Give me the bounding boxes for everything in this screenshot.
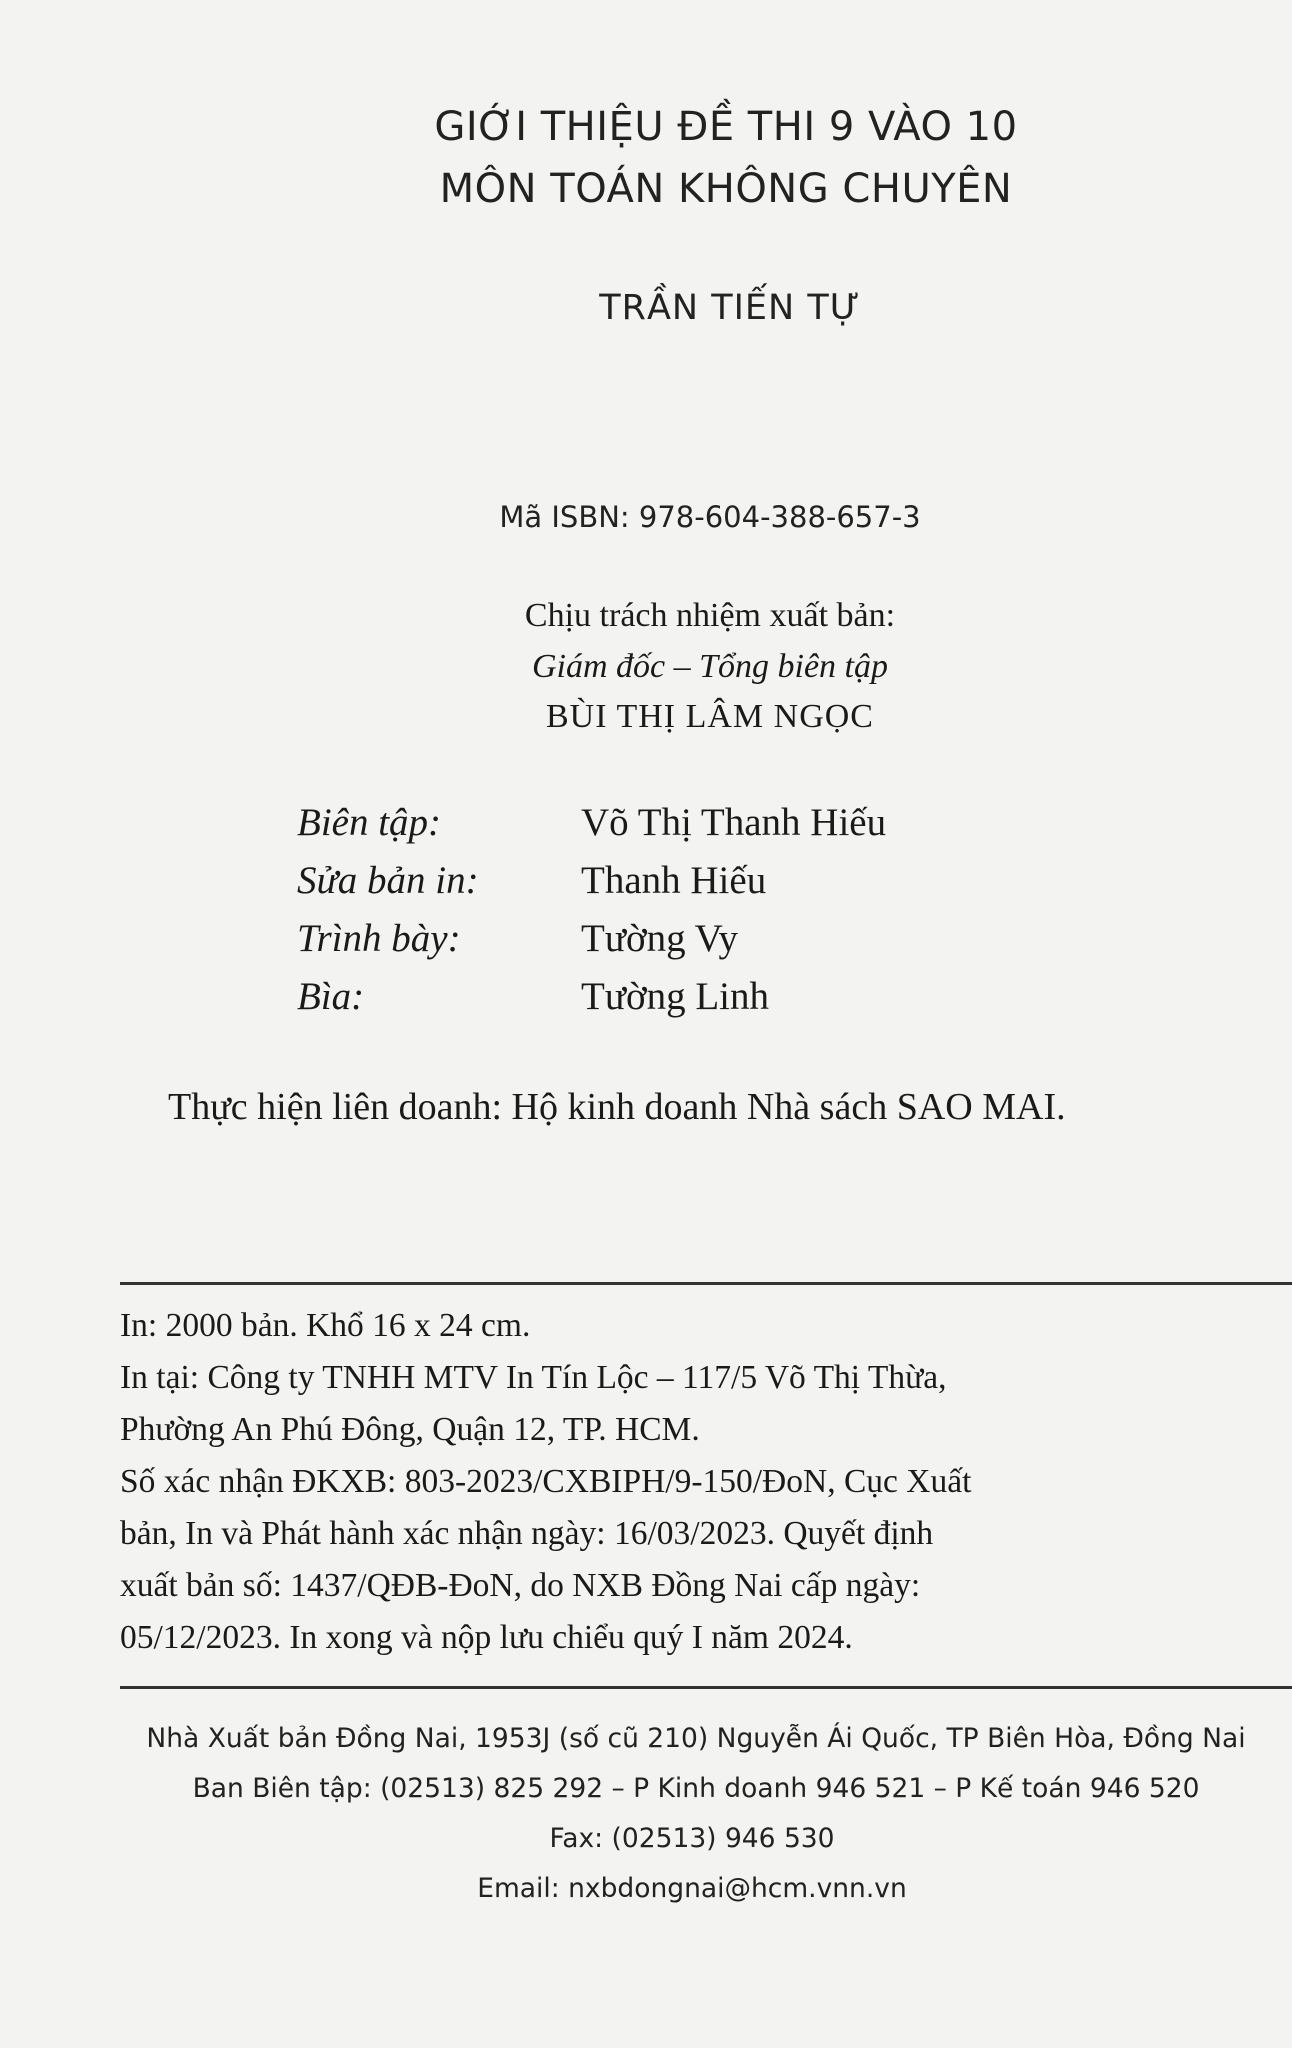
- divider-top: [120, 1282, 1292, 1285]
- joint-venture-note: Thực hiện liên doanh: Hộ kinh doanh Nhà sách SAO MAI.: [168, 1086, 1066, 1128]
- print-info-line: bản, In và Phát hành xác nhận ngày: 16/03/2023. Quyết định: [120, 1515, 934, 1552]
- publisher-email: Email: nxbdongnai@hcm.vnn.vn: [477, 1873, 907, 1904]
- divider-bottom: [120, 1686, 1292, 1689]
- responsibility-name: BÙI THỊ LÂM NGỌC: [546, 698, 874, 735]
- credit-role: Bìa:: [297, 975, 365, 1018]
- isbn-code: Mã ISBN: 978-604-388-657-3: [499, 500, 921, 534]
- publisher-fax: Fax: (02513) 946 530: [549, 1823, 835, 1854]
- credit-name: Tường Linh: [581, 975, 769, 1018]
- credit-role: Biên tập:: [297, 801, 442, 844]
- book-title-line-2: MÔN TOÁN KHÔNG CHUYÊN: [439, 166, 1013, 212]
- publisher-phones: Ban Biên tập: (02513) 825 292 – P Kinh doanh 946 521 – P Kế toán 946 520: [192, 1773, 1200, 1804]
- print-info-block: [120, 1300, 1292, 1664]
- print-info-line: Số xác nhận ĐKXB: 803-2023/CXBIPH/9-150/ĐoN, Cục Xuất: [120, 1463, 972, 1500]
- print-info-line: xuất bản số: 1437/QĐB-ĐoN, do NXB Đồng Nai cấp ngày:: [120, 1567, 921, 1604]
- print-info-line: 05/12/2023. In xong và nộp lưu chiểu quý I năm 2024.: [120, 1619, 853, 1656]
- print-info-line: In tại: Công ty TNHH MTV In Tín Lộc – 117/5 Võ Thị Thừa,: [120, 1359, 947, 1396]
- credit-role: Sửa bản in:: [297, 859, 479, 902]
- author-name: TRẦN TIẾN TỰ: [599, 288, 861, 328]
- credit-name: Thanh Hiếu: [581, 859, 767, 902]
- print-info-line: Phường An Phú Đông, Quận 12, TP. HCM.: [120, 1411, 700, 1448]
- credit-name: Tường Vy: [581, 917, 738, 960]
- responsibility-role: Giám đốc – Tổng biên tập: [531, 648, 889, 685]
- responsibility-label: Chịu trách nhiệm xuất bản:: [524, 597, 896, 634]
- credit-role: Trình bày:: [297, 917, 461, 960]
- publisher-address: Nhà Xuất bản Đồng Nai, 1953J (số cũ 210) Nguyễn Ái Quốc, TP Biên Hòa, Đồng Nai: [146, 1723, 1246, 1754]
- credit-name: Võ Thị Thanh Hiếu: [581, 801, 887, 844]
- print-info-line: In: 2000 bản. Khổ 16 x 24 cm.: [120, 1307, 531, 1344]
- book-title-line-1: GIỚI THIỆU ĐỀ THI 9 VÀO 10: [434, 104, 1018, 150]
